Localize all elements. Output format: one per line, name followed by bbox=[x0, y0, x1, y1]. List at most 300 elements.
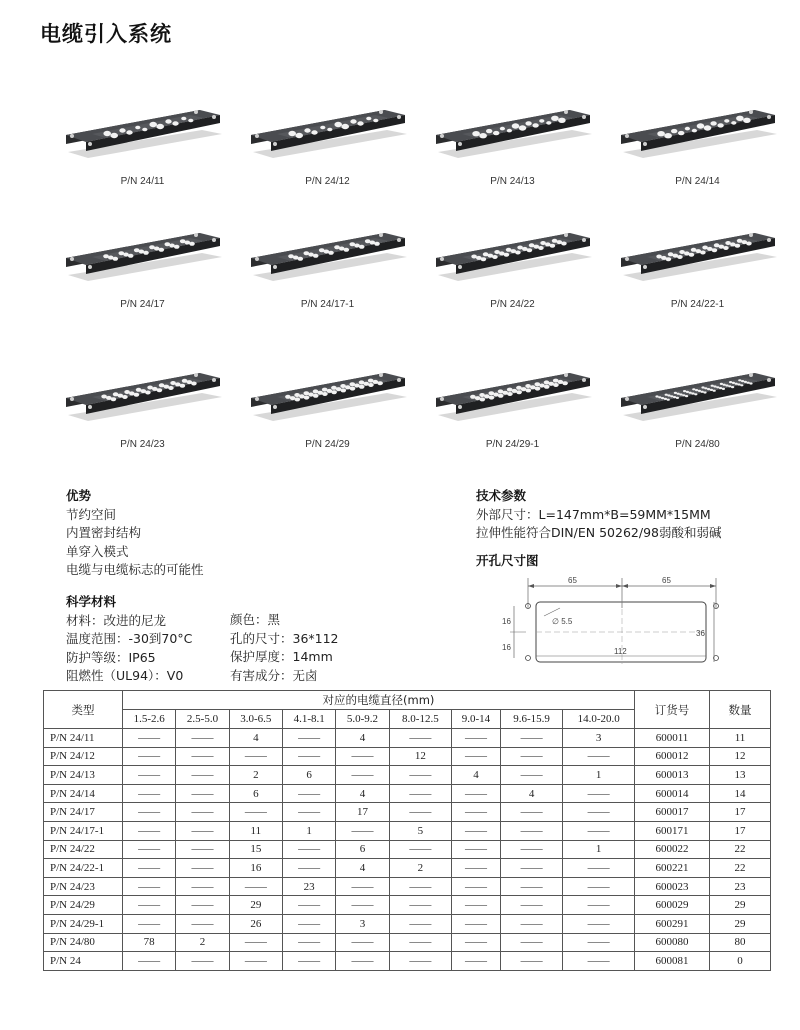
qty-cell: 11 bbox=[710, 729, 771, 748]
diameter-cell: —— bbox=[389, 933, 451, 952]
plate-hole bbox=[111, 397, 117, 401]
material-item: 孔的尺寸：36*112 bbox=[230, 630, 339, 646]
order-cell: 600221 bbox=[635, 859, 710, 878]
material-item: 有害成分：无卤 bbox=[230, 667, 318, 683]
tech-item: 外部尺寸：L=147mm*B=59MM*15MM bbox=[476, 506, 711, 522]
plate-hole bbox=[500, 127, 505, 131]
screw-hole bbox=[440, 397, 444, 401]
screw-hole bbox=[564, 110, 568, 114]
plate-hole bbox=[174, 245, 180, 249]
diameter-cell: —— bbox=[176, 803, 229, 822]
diameter-cell: —— bbox=[389, 784, 451, 803]
qty-cell: 29 bbox=[710, 896, 771, 915]
diameter-cell: —— bbox=[389, 877, 451, 896]
plate-hole bbox=[723, 246, 729, 250]
table-row bbox=[44, 784, 771, 803]
diameter-cell: —— bbox=[336, 747, 389, 766]
product-label: P/N 24/80 bbox=[675, 439, 720, 450]
table-row bbox=[44, 859, 771, 878]
table-row bbox=[44, 747, 771, 766]
cutout-dim-height: 36 bbox=[696, 629, 705, 638]
plate-hole bbox=[493, 131, 499, 135]
cutout-dim-top16: 16 bbox=[502, 617, 511, 626]
plate-hole bbox=[350, 387, 356, 391]
cable-entry-plate-image bbox=[605, 213, 790, 298]
plate-hole bbox=[311, 130, 317, 134]
table-row bbox=[44, 914, 771, 933]
plate-hole bbox=[717, 123, 723, 127]
plate-hole bbox=[679, 393, 682, 395]
screw-hole bbox=[212, 378, 216, 382]
page-title: 电缆引入系统 bbox=[40, 22, 172, 46]
qty-cell: 80 bbox=[710, 933, 771, 952]
plate-hole bbox=[658, 396, 661, 398]
material-item: 颜色：黑 bbox=[230, 612, 281, 627]
plate-hole bbox=[295, 397, 301, 401]
plate-hole bbox=[729, 381, 732, 383]
type-cell: P/N 24/80 bbox=[44, 933, 123, 952]
plate-hole bbox=[181, 117, 186, 121]
plate-hole bbox=[359, 385, 365, 389]
diameter-cell: —— bbox=[500, 766, 562, 785]
diameter-cell: 1 bbox=[563, 840, 635, 859]
qty-cell: 13 bbox=[710, 766, 771, 785]
diameter-cell: —— bbox=[123, 821, 176, 840]
screw-hole bbox=[273, 142, 277, 146]
type-cell: P/N 24/22-1 bbox=[44, 859, 123, 878]
plate-hole bbox=[703, 391, 706, 393]
plate-hole bbox=[110, 133, 118, 138]
type-cell: P/N 24/12 bbox=[44, 747, 123, 766]
plate-hole bbox=[357, 121, 363, 125]
screw-hole bbox=[564, 233, 568, 237]
plate-hole bbox=[749, 382, 752, 384]
screw-hole bbox=[70, 134, 74, 138]
diameter-cell: —— bbox=[452, 729, 501, 748]
plate-hole bbox=[665, 394, 668, 396]
diameter-cell: —— bbox=[123, 747, 176, 766]
diameter-cell: —— bbox=[500, 952, 562, 971]
diameter-cell: —— bbox=[452, 784, 501, 803]
plate-hole bbox=[481, 257, 487, 261]
diameter-cell: —— bbox=[336, 877, 389, 896]
diameter-cell: —— bbox=[282, 896, 335, 915]
plate-hole bbox=[722, 388, 725, 390]
qty-cell: 17 bbox=[710, 821, 771, 840]
plate-hole bbox=[546, 121, 551, 125]
plate-hole bbox=[188, 119, 193, 123]
diameter-cell: —— bbox=[176, 914, 229, 933]
qty-cell: 22 bbox=[710, 859, 771, 878]
plate-hole bbox=[719, 387, 722, 389]
plate-hole bbox=[724, 119, 729, 123]
plate-hole bbox=[113, 257, 119, 261]
diameter-cell: —— bbox=[123, 766, 176, 785]
screw-hole bbox=[70, 397, 74, 401]
plate-hole bbox=[741, 380, 744, 382]
plate-hole bbox=[359, 245, 365, 249]
diameter-cell: —— bbox=[563, 896, 635, 915]
diameter-cell: —— bbox=[389, 914, 451, 933]
diameter-cell: 6 bbox=[336, 840, 389, 859]
plate-hole bbox=[135, 126, 140, 130]
diameter-cell: —— bbox=[389, 952, 451, 971]
plate-hole bbox=[334, 122, 342, 127]
screw-hole bbox=[749, 233, 753, 237]
plate-hole bbox=[731, 121, 736, 125]
diameter-cell: —— bbox=[123, 877, 176, 896]
plate-hole bbox=[350, 119, 356, 123]
screw-hole bbox=[194, 373, 198, 377]
qty-cell: 22 bbox=[710, 840, 771, 859]
screw-hole bbox=[767, 378, 771, 382]
range-header: 1.5-2.6 bbox=[123, 710, 176, 729]
screw-hole bbox=[564, 373, 568, 377]
col-order-header: 订货号 bbox=[635, 691, 710, 729]
order-cell: 600013 bbox=[635, 766, 710, 785]
plate-hole bbox=[674, 392, 677, 394]
plate-hole bbox=[535, 387, 541, 391]
diameter-cell: —— bbox=[282, 803, 335, 822]
product-item bbox=[50, 213, 235, 353]
tech-item: 拉伸性能符合DIN/EN 50262/98弱酸和弱碱 bbox=[476, 525, 722, 540]
range-header: 5.0-9.2 bbox=[336, 710, 389, 729]
order-cell: 600171 bbox=[635, 821, 710, 840]
plate-hole bbox=[472, 131, 480, 136]
order-cell: 600014 bbox=[635, 784, 710, 803]
screw-hole bbox=[749, 373, 753, 377]
cutout-dim-right: 65 bbox=[662, 576, 671, 585]
cable-entry-plate-image bbox=[605, 90, 790, 175]
cable-entry-plate-image bbox=[420, 353, 605, 438]
order-cell: 600022 bbox=[635, 840, 710, 859]
col-group-header: 对应的电缆直径(mm) bbox=[123, 691, 635, 710]
screw-hole bbox=[643, 142, 647, 146]
product-label: P/N 24/17-1 bbox=[300, 299, 355, 310]
plate-hole bbox=[670, 395, 673, 397]
screw-hole bbox=[458, 265, 462, 269]
plate-hole bbox=[322, 392, 328, 396]
material-item: 温度范围：-30到70°C bbox=[66, 631, 193, 646]
plate-hole bbox=[313, 254, 319, 258]
cutout-dim-bot16: 16 bbox=[502, 643, 511, 652]
diameter-cell: —— bbox=[282, 784, 335, 803]
material-item: 阻燃性（UL94）：V0 bbox=[66, 668, 184, 683]
plate-hole bbox=[685, 127, 690, 131]
table-row bbox=[44, 933, 771, 952]
plate-hole bbox=[744, 381, 747, 383]
plate-hole bbox=[692, 388, 695, 390]
screw-hole bbox=[255, 257, 259, 261]
order-cell: 600012 bbox=[635, 747, 710, 766]
type-cell: P/N 24/13 bbox=[44, 766, 123, 785]
type-cell: P/N 24/17-1 bbox=[44, 821, 123, 840]
table-row bbox=[44, 896, 771, 915]
range-header: 14.0-20.0 bbox=[563, 710, 635, 729]
cable-entry-plate-image bbox=[235, 90, 420, 175]
plate-hole bbox=[191, 382, 197, 386]
product-label: P/N 24/14 bbox=[675, 176, 720, 187]
diameter-cell: 11 bbox=[229, 821, 282, 840]
diameter-cell: 16 bbox=[229, 859, 282, 878]
screw-hole bbox=[582, 115, 586, 119]
diameter-cell: —— bbox=[123, 859, 176, 878]
cutout-dim-left: 65 bbox=[568, 576, 577, 585]
plate-hole bbox=[664, 133, 672, 138]
plate-hole bbox=[486, 129, 492, 133]
diameter-cell: —— bbox=[176, 877, 229, 896]
plate-hole bbox=[713, 390, 716, 392]
plate-hole bbox=[373, 119, 378, 123]
qty-cell: 14 bbox=[710, 784, 771, 803]
screw-hole bbox=[194, 233, 198, 237]
plate-hole bbox=[156, 124, 164, 129]
plate-hole bbox=[172, 121, 178, 125]
plate-hole bbox=[492, 255, 498, 259]
plate-hole bbox=[677, 393, 680, 395]
table-row bbox=[44, 729, 771, 748]
plate-hole bbox=[304, 128, 310, 132]
screw-hole bbox=[440, 257, 444, 261]
range-header: 9.0-14 bbox=[452, 710, 501, 729]
plate-hole bbox=[561, 242, 567, 246]
diameter-cell: —— bbox=[229, 933, 282, 952]
screw-hole bbox=[88, 142, 92, 146]
plate-hole bbox=[377, 381, 383, 385]
materials-block-right bbox=[230, 611, 339, 685]
screw-hole bbox=[582, 238, 586, 242]
diameter-cell: —— bbox=[282, 914, 335, 933]
order-cell: 600080 bbox=[635, 933, 710, 952]
plate-hole bbox=[558, 118, 566, 123]
col-qty-header: 数量 bbox=[710, 691, 771, 729]
plate-hole bbox=[711, 385, 714, 387]
diameter-cell: 3 bbox=[563, 729, 635, 748]
plate-hole bbox=[142, 128, 147, 132]
plate-hole bbox=[723, 384, 726, 386]
plate-hole bbox=[685, 395, 688, 397]
diameter-cell: —— bbox=[229, 803, 282, 822]
plate-hole bbox=[667, 399, 670, 401]
plate-hole bbox=[366, 117, 371, 121]
product-label: P/N 24/23 bbox=[120, 439, 165, 450]
screw-hole bbox=[643, 405, 647, 409]
plate-hole bbox=[737, 383, 740, 385]
diameter-cell: 12 bbox=[389, 747, 451, 766]
diameter-cell: —— bbox=[389, 766, 451, 785]
table-row bbox=[44, 766, 771, 785]
plate-hole bbox=[189, 242, 195, 246]
plate-hole bbox=[712, 248, 718, 252]
plate-hole bbox=[747, 382, 750, 384]
range-header: 3.0-6.5 bbox=[229, 710, 282, 729]
diameter-cell: 1 bbox=[282, 821, 335, 840]
cutout-diagram bbox=[496, 572, 746, 677]
type-cell: P/N 24/22 bbox=[44, 840, 123, 859]
product-item bbox=[50, 353, 235, 493]
diameter-cell: —— bbox=[176, 896, 229, 915]
diameter-cell: 4 bbox=[336, 784, 389, 803]
diameter-cell: —— bbox=[176, 821, 229, 840]
diameter-cell: —— bbox=[563, 877, 635, 896]
plate-hole bbox=[678, 131, 684, 135]
plate-hole bbox=[743, 118, 751, 123]
plate-hole bbox=[686, 391, 689, 393]
range-header: 9.6-15.9 bbox=[500, 710, 562, 729]
plate-hole bbox=[725, 384, 728, 386]
range-header: 4.1-8.1 bbox=[282, 710, 335, 729]
diameter-cell: —— bbox=[176, 729, 229, 748]
order-cell: 600029 bbox=[635, 896, 710, 915]
plate-hole bbox=[374, 242, 380, 246]
diameter-cell: 6 bbox=[229, 784, 282, 803]
diameter-cell: 23 bbox=[282, 877, 335, 896]
screw-hole bbox=[273, 265, 277, 269]
screw-hole bbox=[767, 115, 771, 119]
screw-hole bbox=[458, 405, 462, 409]
plate-hole bbox=[746, 242, 752, 246]
plate-hole bbox=[126, 130, 132, 134]
range-header: 8.0-12.5 bbox=[389, 710, 451, 729]
screw-hole bbox=[88, 405, 92, 409]
plate-hole bbox=[320, 126, 325, 130]
screw-hole bbox=[625, 134, 629, 138]
col-type-header: 类型 bbox=[44, 691, 123, 729]
diameter-cell: —— bbox=[452, 747, 501, 766]
diameter-cell: —— bbox=[563, 933, 635, 952]
diameter-cell: —— bbox=[452, 821, 501, 840]
feature-item: 电缆与电缆标志的可能性 bbox=[66, 562, 204, 577]
plate-hole bbox=[697, 123, 705, 128]
plate-hole bbox=[515, 251, 521, 255]
table-row bbox=[44, 952, 771, 971]
screw-hole bbox=[255, 397, 259, 401]
diameter-cell: —— bbox=[123, 729, 176, 748]
diameter-cell: —— bbox=[229, 877, 282, 896]
order-cell: 600081 bbox=[635, 952, 710, 971]
plate-hole bbox=[134, 393, 140, 397]
plate-hole bbox=[735, 244, 741, 248]
plate-hole bbox=[504, 253, 510, 257]
plate-hole bbox=[710, 389, 713, 391]
screw-hole bbox=[379, 110, 383, 114]
plate-hole bbox=[512, 123, 520, 128]
plate-hole bbox=[507, 392, 513, 396]
plate-hole bbox=[149, 122, 157, 127]
screw-hole bbox=[625, 257, 629, 261]
product-item bbox=[605, 213, 790, 353]
features-heading: 优势 bbox=[66, 488, 92, 503]
diameter-cell: —— bbox=[176, 952, 229, 971]
tech-heading: 技术参数 bbox=[476, 488, 527, 503]
screw-hole bbox=[379, 373, 383, 377]
order-cell: 600291 bbox=[635, 914, 710, 933]
range-header: 2.5-5.0 bbox=[176, 710, 229, 729]
diameter-cell: —— bbox=[123, 784, 176, 803]
screw-hole bbox=[749, 110, 753, 114]
plate-hole bbox=[735, 383, 738, 385]
diameter-cell: —— bbox=[176, 859, 229, 878]
diameter-cell: —— bbox=[452, 877, 501, 896]
type-cell: P/N 24/11 bbox=[44, 729, 123, 748]
diameter-cell: 4 bbox=[229, 729, 282, 748]
diameter-cell: —— bbox=[452, 840, 501, 859]
plate-hole bbox=[655, 395, 658, 397]
screw-hole bbox=[625, 397, 629, 401]
plate-hole bbox=[368, 383, 374, 387]
plate-hole bbox=[544, 385, 550, 389]
plate-hole bbox=[119, 128, 125, 132]
plate-hole bbox=[694, 393, 697, 395]
plate-hole bbox=[695, 389, 698, 391]
plate-hole bbox=[657, 131, 665, 136]
diameter-cell: 2 bbox=[229, 766, 282, 785]
product-label: P/N 24/13 bbox=[490, 176, 535, 187]
screw-hole bbox=[440, 134, 444, 138]
plate-hole bbox=[180, 384, 186, 388]
screw-hole bbox=[194, 110, 198, 114]
diameter-cell: —— bbox=[336, 766, 389, 785]
table-row bbox=[44, 821, 771, 840]
qty-cell: 12 bbox=[710, 747, 771, 766]
diameter-cell: —— bbox=[282, 952, 335, 971]
product-label: P/N 24/29-1 bbox=[485, 439, 540, 450]
plate-hole bbox=[159, 248, 165, 252]
type-cell: P/N 24/17 bbox=[44, 803, 123, 822]
plate-hole bbox=[532, 123, 538, 127]
diameter-cell: —— bbox=[500, 914, 562, 933]
screw-hole bbox=[397, 238, 401, 242]
cable-entry-plate-image bbox=[235, 213, 420, 298]
plate-hole bbox=[344, 248, 350, 252]
diameter-cell: 26 bbox=[229, 914, 282, 933]
plate-hole bbox=[710, 121, 716, 125]
plate-hole bbox=[677, 255, 683, 259]
order-cell: 600023 bbox=[635, 877, 710, 896]
plate-hole bbox=[671, 129, 677, 133]
diameter-cell: —— bbox=[336, 933, 389, 952]
diameter-cell: —— bbox=[229, 952, 282, 971]
qty-cell: 0 bbox=[710, 952, 771, 971]
material-item: 防护等级：IP65 bbox=[66, 649, 156, 665]
plate-hole bbox=[713, 385, 716, 387]
product-label: P/N 24/11 bbox=[120, 176, 165, 187]
product-label: P/N 24/22-1 bbox=[670, 299, 725, 310]
plate-hole bbox=[704, 125, 712, 130]
diameter-cell: 15 bbox=[229, 840, 282, 859]
diameter-cell: 17 bbox=[336, 803, 389, 822]
plate-hole bbox=[698, 390, 701, 392]
diameter-cell: —— bbox=[500, 840, 562, 859]
product-item bbox=[605, 353, 790, 493]
plate-hole bbox=[676, 397, 679, 399]
plate-hole bbox=[707, 388, 710, 390]
screw-hole bbox=[582, 378, 586, 382]
feature-item: 节约空间 bbox=[66, 506, 117, 522]
material-item: 保护厚度：14mm bbox=[230, 649, 333, 664]
plate-hole bbox=[519, 125, 527, 130]
diameter-cell: —— bbox=[389, 803, 451, 822]
plate-hole bbox=[731, 386, 734, 388]
diameter-cell: —— bbox=[452, 859, 501, 878]
plate-hole bbox=[304, 396, 310, 400]
plate-hole bbox=[288, 131, 296, 136]
plate-hole bbox=[550, 244, 556, 248]
diameter-cell: —— bbox=[176, 840, 229, 859]
plate-hole bbox=[489, 396, 495, 400]
diameter-cell: —— bbox=[500, 877, 562, 896]
diameter-cell: —— bbox=[123, 914, 176, 933]
